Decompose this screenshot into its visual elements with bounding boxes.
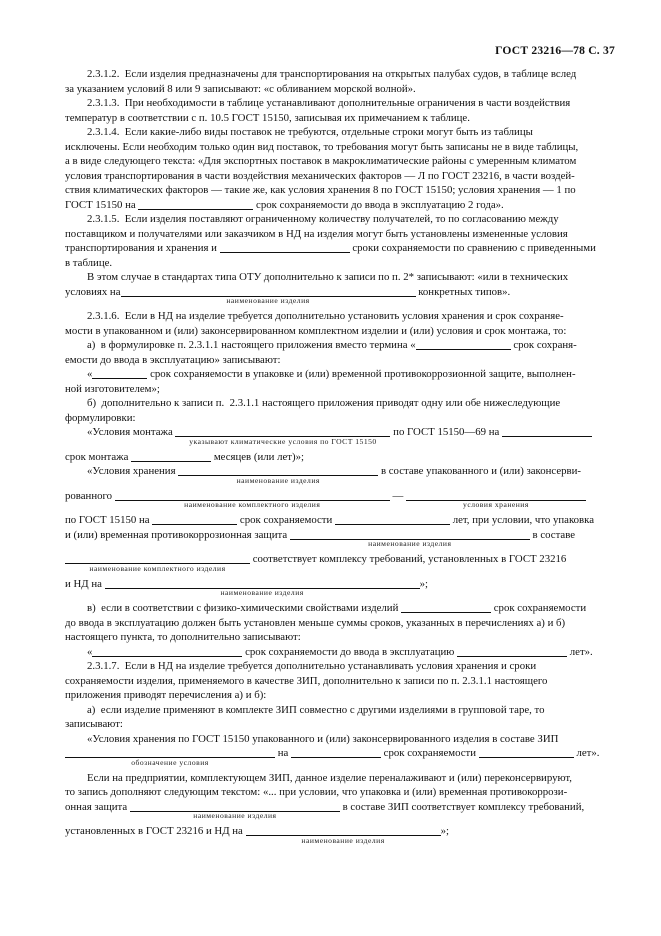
text-line	[65, 688, 605, 703]
text-run: 2.3.1.3. При необходимости в таблице устанавливают дополнительные ограничения в части воздействия	[87, 97, 571, 109]
text-run: до ввода в эксплуатацию должен быть установлен меньше суммы сроков, указанных в перечислениях а) и б)	[65, 616, 566, 629]
blank-field	[138, 198, 253, 210]
text-line	[65, 256, 605, 271]
text-run: температур в соответствии с п. 10.5 ГОСТ 15150, записывая их примечанием к таблице.	[65, 111, 470, 124]
text-line	[65, 464, 605, 485]
text-run: ствия климатических факторов — такие же, как условия хранения 8 по ГОСТ 15150; условия хранения — 1 по	[65, 184, 576, 196]
text-run: записывают:	[65, 718, 123, 730]
text-line	[65, 411, 605, 426]
text-run: мости в упакованном и (или) законсервированном комплектном изделии и (или) условия и срок монтажа, то:	[65, 324, 567, 337]
field-caption: наименование комплектного изделия	[184, 500, 321, 509]
text-line	[65, 169, 605, 184]
text-line	[65, 800, 605, 820]
text-run: месяцев (или лет)»;	[211, 450, 304, 463]
text-line	[65, 450, 605, 465]
text-line	[65, 285, 605, 305]
text-line	[65, 125, 605, 140]
text-line	[65, 785, 605, 800]
blank-field	[479, 746, 574, 758]
text-line	[65, 746, 605, 767]
text-line	[65, 154, 605, 169]
text-run: 2.3.1.4. Если какие-либо виды поставок не требуются, отдельные строки могут быть из таблицы	[87, 126, 533, 138]
blank-field	[175, 425, 390, 446]
text-run: срок монтажа	[65, 450, 132, 463]
text-run: »;	[419, 577, 429, 590]
text-run: «	[87, 645, 93, 658]
blank-field	[290, 528, 530, 548]
field-caption: наименование комплектного изделия	[89, 563, 226, 573]
blank-field	[401, 601, 491, 613]
text-line	[65, 67, 605, 82]
text-run: в составе	[529, 528, 576, 541]
blank-field	[502, 425, 592, 437]
text-run: а) в формулировке п. 2.3.1.1 настоящего приложения вместо термина «	[87, 339, 416, 351]
blank-field	[65, 552, 250, 573]
text-run: исключены. Если необходим только один вид поставок, то требования могут быть записаны не в виде таблицы,	[65, 140, 579, 153]
text-run: лет».	[567, 645, 593, 658]
blank-field	[130, 800, 340, 820]
text-run: —	[389, 489, 406, 502]
text-line	[65, 111, 605, 126]
text-run: формулировки:	[65, 411, 136, 424]
text-line	[65, 396, 605, 411]
page-header: ГОСТ 23216—78 С. 37	[495, 44, 615, 57]
text-line	[65, 489, 605, 509]
text-run: срок сохраняемости	[380, 747, 479, 759]
text-run: срок сохраня-	[510, 339, 577, 351]
text-line	[65, 732, 605, 747]
text-line	[65, 212, 605, 227]
text-run: а) если изделие применяют в комплекте ЗИП совместно с другими изделиями в групповой таре, то	[87, 703, 545, 716]
text-line	[65, 659, 605, 674]
text-line	[65, 528, 605, 548]
text-run: и НД на	[65, 577, 105, 590]
text-run: сохраняемости изделия, применяемого в качестве ЗИП, дополнительно к записи по п. 2.3.1.1 настоящего	[65, 674, 548, 687]
text-line	[65, 353, 605, 368]
text-line	[65, 324, 605, 339]
text-line	[65, 382, 605, 397]
text-line	[65, 270, 605, 285]
text-run: лет, при условии, что упаковка	[450, 514, 595, 526]
text-run: установленных в ГОСТ 23216 и НД на	[65, 825, 246, 837]
blank-field	[335, 513, 450, 525]
document-body	[65, 67, 605, 849]
field-caption: указывают климатические условия по ГОСТ 15150	[189, 436, 377, 446]
blank-field	[121, 285, 416, 305]
text-run: срок сохраняемости	[491, 602, 587, 614]
blank-field	[178, 464, 378, 485]
text-line	[65, 198, 605, 213]
text-run: за указанием условий 8 или 9 записывают: «с обливанием морской волной».	[65, 82, 416, 95]
field-caption: наименование изделия	[368, 539, 452, 548]
text-line	[65, 227, 605, 242]
text-run: «	[87, 368, 93, 380]
blank-field	[416, 338, 511, 350]
text-run: в составе упакованного и (или) законсерви-	[378, 465, 582, 477]
text-line	[65, 616, 605, 631]
text-run: настоящего пункта, то дополнительно записывают:	[65, 631, 301, 643]
text-run: срок сохраняемости до ввода в эксплуатацию 2 года».	[253, 198, 504, 211]
field-caption: наименование изделия	[220, 588, 304, 597]
text-run: транспортирования и хранения и	[65, 242, 220, 254]
text-run: 2.3.1.6. Если в НД на изделие требуется дополнительно установить условия хранения и срок сохраняе-	[87, 310, 564, 322]
text-run: сроки сохраняемости по сравнению с приведенными	[349, 242, 596, 254]
text-run: Если на предприятии, комплектующем ЗИП, данное изделие переналаживают и (или) переконсервируют,	[87, 771, 573, 784]
text-line	[65, 309, 605, 324]
text-run: 2.3.1.2. Если изделия предназначены для транспортирования на открытых палубах судов, в таблице вслед	[87, 68, 577, 80]
text-run: условиях на	[65, 285, 121, 298]
blank-field	[131, 450, 211, 462]
text-run: а в виде следующего текста: «Для экспортных поставок в макроклиматические районы с умеренным климатом	[65, 155, 577, 167]
text-line	[65, 338, 605, 353]
text-run: 2.3.1.7. Если в НД на изделие требуется дополнительно устанавливать условия хранения и сроки	[87, 660, 537, 672]
text-run: в) если в соответствии с физико-химическими свойствами изделий	[87, 602, 402, 614]
text-run: »;	[440, 825, 449, 837]
field-caption: наименование изделия	[226, 296, 310, 305]
text-line	[65, 601, 605, 616]
field-caption: обозначение условия	[131, 757, 209, 767]
text-run: на	[275, 747, 291, 759]
text-run: емости до ввода в эксплуатацию» записывают:	[65, 353, 281, 366]
text-line	[65, 82, 605, 97]
blank-field	[406, 489, 586, 509]
field-caption: наименование изделия	[301, 835, 385, 845]
text-run: срок сохраняемости	[237, 514, 336, 526]
blank-field	[152, 513, 237, 525]
text-run: онная защита	[65, 800, 130, 813]
text-line	[65, 513, 605, 528]
blank-field	[92, 367, 147, 379]
blank-field	[65, 746, 275, 767]
text-run: условия транспортирования в части воздействия механических факторов — Л по ГОСТ 23216, в части воздей-	[65, 169, 575, 182]
text-line	[65, 425, 605, 446]
text-run: срок сохраняемости в упаковке и (или) временной противокоррозионной защите, выполнен-	[147, 368, 576, 380]
text-run: «Условия хранения по ГОСТ 15150 упакованного и (или) законсервированного изделия в составе ЗИП	[87, 732, 559, 745]
blank-field	[105, 577, 420, 597]
text-line	[65, 645, 605, 660]
field-caption: условия хранения	[463, 500, 529, 509]
blank-field	[291, 746, 381, 758]
text-line	[65, 140, 605, 155]
text-run: в таблице.	[65, 256, 113, 269]
blank-field	[220, 241, 350, 253]
text-run: поставщиком и получателями или заказчиком в НД на изделия могут быть установлены измененные условия	[65, 227, 568, 240]
field-caption: наименование изделия	[193, 811, 277, 820]
text-run: по ГОСТ 15150 на	[65, 514, 153, 526]
blank-field	[92, 645, 242, 657]
blank-field	[115, 489, 390, 509]
text-run: конкретных типов».	[415, 285, 511, 298]
text-line	[65, 824, 605, 845]
text-run: В этом случае в стандартах типа ОТУ дополнительно к записи по п. 2* записывают: «или в технических	[87, 271, 569, 283]
text-line	[65, 703, 605, 718]
blank-field	[246, 824, 441, 845]
text-run: срок сохраняемости до ввода в эксплуатацию	[242, 645, 458, 658]
text-line	[65, 630, 605, 645]
text-line	[65, 367, 605, 382]
text-run: соответствует комплексу требований, установленных в ГОСТ 23216	[250, 553, 567, 565]
text-run: приложения приводят перечисления а) и б):	[65, 689, 267, 701]
text-run: б) дополнительно к записи п. 2.3.1.1 настоящего приложения приводят одну или обе нижеследующие	[87, 397, 561, 409]
text-run: лет».	[573, 747, 600, 759]
text-run: 2.3.1.5. Если изделия поставляют ограниченному количеству получателей, то по согласованию между	[87, 213, 559, 225]
text-run: в составе ЗИП соответствует комплексу требований,	[339, 800, 585, 813]
text-run: ной изготовителем»;	[65, 382, 160, 395]
text-line	[65, 577, 605, 597]
text-run: «Условия хранения	[87, 465, 179, 477]
text-line	[65, 552, 605, 573]
text-run: ГОСТ 15150 на	[65, 198, 139, 211]
text-line	[65, 717, 605, 732]
text-line	[65, 771, 605, 786]
field-caption: наименование изделия	[236, 475, 320, 485]
text-line	[65, 241, 605, 256]
text-line	[65, 674, 605, 689]
text-run: рованного	[65, 489, 115, 502]
text-run: то запись дополняют следующим текстом: «... при условии, что упаковка и (или) временная противокоррози-	[65, 786, 568, 798]
text-run: и (или) временная противокоррозионная защита	[65, 528, 290, 541]
text-run: «Условия монтажа	[87, 426, 176, 438]
blank-field	[457, 645, 567, 657]
text-line	[65, 96, 605, 111]
text-line	[65, 183, 605, 198]
text-run: по ГОСТ 15150—69 на	[390, 426, 502, 438]
